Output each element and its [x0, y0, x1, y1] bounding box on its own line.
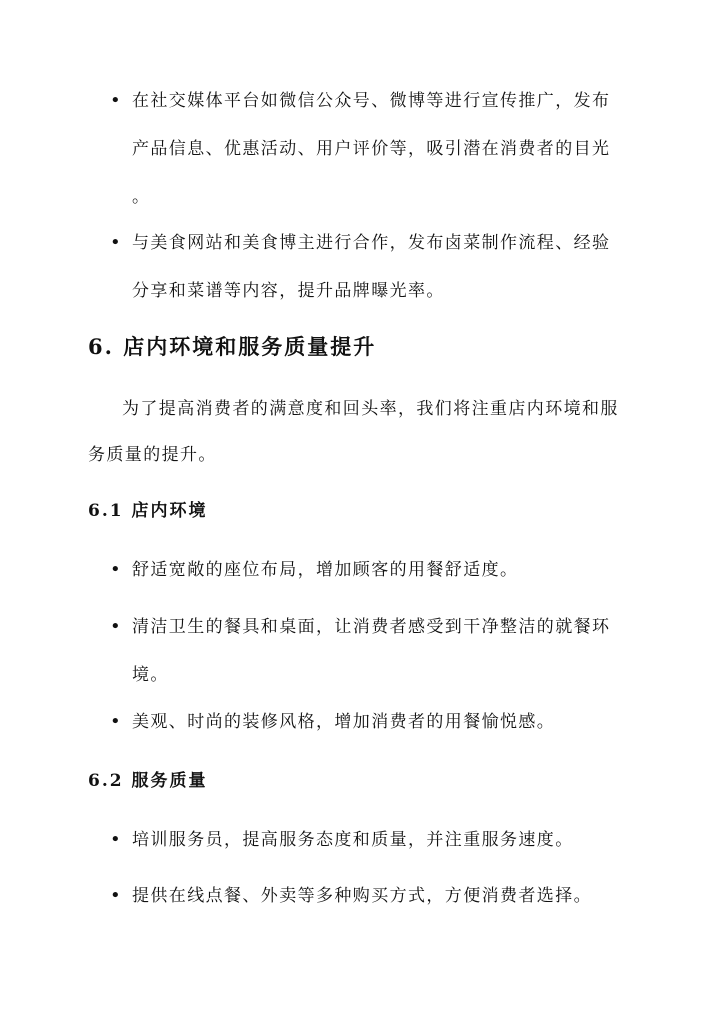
section-heading: 6. 店内环境和服务质量提升 — [88, 334, 377, 359]
section-intro-paragraph — [88, 386, 633, 478]
text-line: 提供在线点餐、外卖等多种购买方式，方便消费者选择。 — [132, 886, 592, 906]
bullet-icon: • — [110, 559, 121, 580]
text-line: 境。 — [132, 665, 169, 685]
text-line: 务质量的提升。 — [88, 445, 217, 465]
text-line: 美观、时尚的装修风格，增加消费者的用餐愉悦感。 — [132, 712, 556, 732]
subsection-heading: 6.2 服务质量 — [88, 771, 208, 791]
subsection-heading: 6.1 店内环境 — [88, 501, 208, 521]
list-item-text — [132, 816, 632, 864]
text-line: 与美食网站和美食博主进行合作，发布卤菜制作流程、经验 — [132, 233, 611, 253]
list-item-text — [132, 603, 632, 699]
bullet-icon: • — [110, 90, 121, 111]
text-line: 为了提高消费者的满意度和回头率，我们将注重店内环境和服 — [122, 399, 619, 419]
text-line: 在社交媒体平台如微信公众号、微博等进行宣传推广，发布 — [132, 91, 611, 111]
text-line: 舒适宽敞的座位布局，增加顾客的用餐舒适度。 — [132, 560, 519, 580]
list-item-text — [132, 546, 632, 594]
bullet-icon: • — [110, 232, 121, 253]
list-item-text — [132, 77, 632, 221]
text-line: 培训服务员，提高服务态度和质量，并注重服务速度。 — [132, 830, 574, 850]
text-line: 分享和菜谱等内容，提升品牌曝光率。 — [132, 281, 445, 301]
text-line: 清洁卫生的餐具和桌面，让消费者感受到干净整洁的就餐环 — [132, 617, 611, 637]
bullet-icon: • — [110, 616, 121, 637]
list-item-text — [132, 872, 632, 920]
list-item-text — [132, 698, 632, 746]
text-line: 。 — [132, 187, 151, 207]
list-item-text — [132, 219, 632, 315]
text-line: 产品信息、优惠活动、用户评价等，吸引潜在消费者的目光 — [132, 139, 611, 159]
bullet-icon: • — [110, 829, 121, 850]
bullet-icon: • — [110, 711, 121, 732]
bullet-icon: • — [110, 885, 121, 906]
